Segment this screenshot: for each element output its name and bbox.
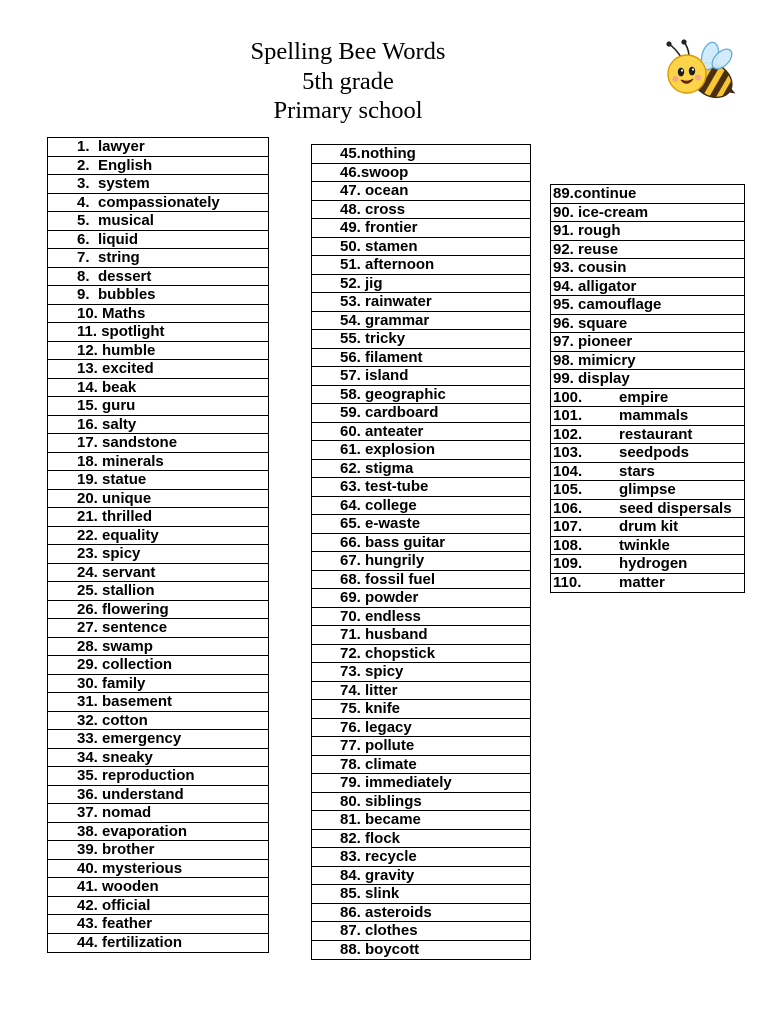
word-row: 83. recycle (312, 848, 530, 867)
word-row: 74. litter (312, 682, 530, 701)
word-row: 23. spicy (48, 545, 268, 564)
school-label: Primary school (273, 97, 423, 124)
word-row: 99. display (551, 370, 744, 389)
word-row: 89.continue (551, 185, 744, 204)
word-row: 78. climate (312, 756, 530, 775)
word-row: 16. salty (48, 416, 268, 435)
word-row: 85. slink (312, 885, 530, 904)
word-row: 75. knife (312, 700, 530, 719)
word-row: 105. glimpse (551, 481, 744, 500)
word-row: 62. stigma (312, 460, 530, 479)
word-row: 26. flowering (48, 601, 268, 620)
word-row: 45.nothing (312, 145, 530, 164)
word-row: 77. pollute (312, 737, 530, 756)
word-row: 37. nomad (48, 804, 268, 823)
word-row: 53. rainwater (312, 293, 530, 312)
word-row: 84. gravity (312, 867, 530, 886)
word-row: 100. empire (551, 389, 744, 408)
word-row: 1. lawyer (48, 138, 268, 157)
word-row: 24. servant (48, 564, 268, 583)
word-list-2 (311, 144, 531, 960)
word-row: 58. geographic (312, 386, 530, 405)
word-row: 11. spotlight (48, 323, 268, 342)
word-row: 63. test-tube (312, 478, 530, 497)
word-row: 21. thrilled (48, 508, 268, 527)
word-row: 34. sneaky (48, 749, 268, 768)
word-row: 46.swoop (312, 164, 530, 183)
word-row: 66. bass guitar (312, 534, 530, 553)
word-row: 104. stars (551, 463, 744, 482)
word-row: 109. hydrogen (551, 555, 744, 574)
bee-icon-graphic (660, 38, 738, 106)
word-row: 95. camouflage (551, 296, 744, 315)
word-row: 94. alligator (551, 278, 744, 297)
word-row: 38. evaporation (48, 823, 268, 842)
word-row: 20. unique (48, 490, 268, 509)
word-row: 60. anteater (312, 423, 530, 442)
word-row: 17. sandstone (48, 434, 268, 453)
word-row: 110. matter (553, 573, 665, 591)
word-row: 71. husband (312, 626, 530, 645)
word-row: 47. ocean (312, 182, 530, 201)
word-row: 40. mysterious (48, 860, 268, 879)
word-row: 48. cross (312, 201, 530, 220)
word-row: 52. jig (312, 275, 530, 294)
word-row: 7. string (48, 249, 268, 268)
word-row: 108. twinkle (551, 537, 744, 556)
word-row: 79. immediately (312, 774, 530, 793)
word-row: 67. hungrily (312, 552, 530, 571)
word-row: 54. grammar (312, 312, 530, 331)
word-row: 22. equality (48, 527, 268, 546)
word-row: 4. compassionately (48, 194, 268, 213)
word-list-1 (47, 137, 269, 953)
word-row: 13. excited (48, 360, 268, 379)
word-row: 102. restaurant (551, 426, 744, 445)
grade-label: 5th grade (302, 67, 394, 95)
word-row: 39. brother (48, 841, 268, 860)
word-row: 41. wooden (48, 878, 268, 897)
word-row: 56. filament (312, 349, 530, 368)
word-row: 107. drum kit (551, 518, 744, 537)
word-row: 70. endless (312, 608, 530, 627)
word-row: 106. seed dispersals (551, 500, 744, 519)
word-row: 6. liquid (48, 231, 268, 250)
word-row: 90. ice-cream (551, 204, 744, 223)
word-row: 33. emergency (48, 730, 268, 749)
word-row: 2. English (48, 157, 268, 176)
word-row: 93. cousin (551, 259, 744, 278)
word-row: 101. mammals (551, 407, 744, 426)
word-row: 98. mimicry (551, 352, 744, 371)
word-row: 19. statue (48, 471, 268, 490)
word-row: 57. island (312, 367, 530, 386)
word-row: 8. dessert (48, 268, 268, 287)
title-heading: Spelling Bee Words (250, 38, 446, 65)
word-row: 42. official (48, 897, 268, 916)
word-row: 32. cotton (48, 712, 268, 731)
word-row: 49. frontier (312, 219, 530, 238)
word-row: 73. spicy (312, 663, 530, 682)
word-row: 64. college (312, 497, 530, 516)
word-row: 87. clothes (312, 922, 530, 941)
word-row: 35. reproduction (48, 767, 268, 786)
word-row: 92. reuse (551, 241, 744, 260)
word-row: 29. collection (48, 656, 268, 675)
word-row: 14. beak (48, 379, 268, 398)
word-row: 25. stallion (48, 582, 268, 601)
word-row: 3. system (48, 175, 268, 194)
word-row: 31. basement (48, 693, 268, 712)
word-row: 55. tricky (312, 330, 530, 349)
word-row: 59. cardboard (312, 404, 530, 423)
word-row: 69. powder (312, 589, 530, 608)
word-row: 82. flock (312, 830, 530, 849)
word-row: 18. minerals (48, 453, 268, 472)
word-row: 50. stamen (312, 238, 530, 257)
word-row: 68. fossil fuel (312, 571, 530, 590)
word-row: 86. asteroids (312, 904, 530, 923)
word-row: 5. musical (48, 212, 268, 231)
word-row: 81. became (312, 811, 530, 830)
word-list-3 (550, 184, 745, 593)
word-row: 44. fertilization (77, 933, 183, 951)
word-row: 12. humble (48, 342, 268, 361)
word-row: 103. seedpods (551, 444, 744, 463)
word-row: 51. afternoon (312, 256, 530, 275)
word-row: 88. boycott (340, 940, 420, 958)
word-row: 76. legacy (312, 719, 530, 738)
word-row: 96. square (551, 315, 744, 334)
word-row: 97. pioneer (551, 333, 744, 352)
word-row: 91. rough (551, 222, 744, 241)
word-row: 10. Maths (48, 305, 268, 324)
worksheet-title (198, 37, 498, 126)
bee-icon (660, 38, 738, 106)
word-row: 27. sentence (48, 619, 268, 638)
word-row: 80. siblings (312, 793, 530, 812)
word-row: 72. chopstick (312, 645, 530, 664)
word-row: 61. explosion (312, 441, 530, 460)
word-row: 65. e-waste (312, 515, 530, 534)
word-row: 36. understand (48, 786, 268, 805)
word-row: 15. guru (48, 397, 268, 416)
word-row: 9. bubbles (48, 286, 268, 305)
word-row: 28. swamp (48, 638, 268, 657)
word-row: 30. family (48, 675, 268, 694)
word-row: 43. feather (48, 915, 268, 934)
